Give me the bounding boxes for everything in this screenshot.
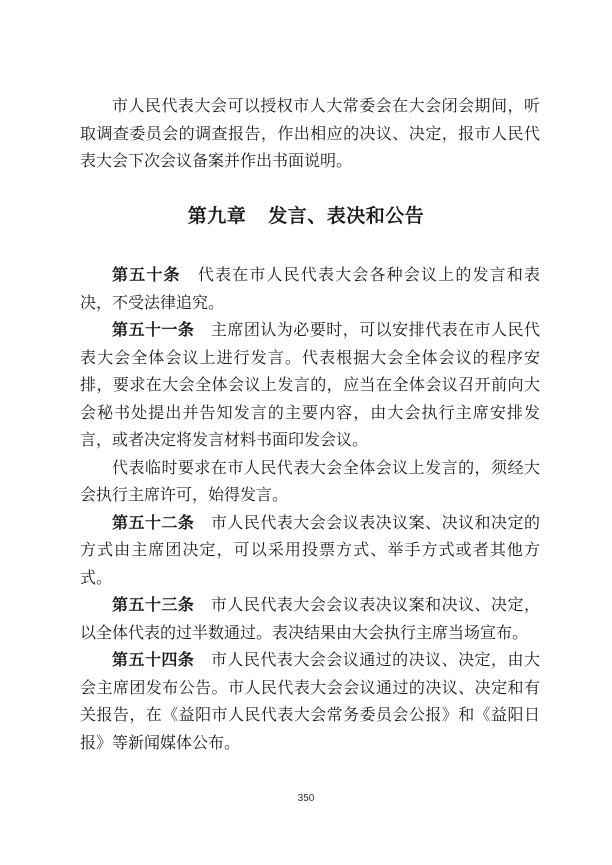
article-number: 第五十三条 bbox=[112, 595, 195, 614]
article-paragraph bbox=[80, 316, 540, 454]
articles-section bbox=[80, 261, 540, 756]
intro-paragraph: 市人民代表大会可以授权市人大常委会在大会闭会期间，听取调查委员会的调查报告，作出相应的决议、决定，报市人民代表大会下次会议备案并作出书面说明。 bbox=[80, 96, 540, 170]
article-number: 第五十条 bbox=[112, 265, 181, 284]
intro-section bbox=[80, 92, 540, 175]
article-number: 第五十一条 bbox=[112, 320, 195, 339]
chapter-title: 发言、表决和公告 bbox=[268, 205, 425, 227]
article-paragraph bbox=[80, 261, 540, 316]
article-text: 代表在市人民代表大会各种会议上的发言和表决，不受法律追究。 bbox=[80, 265, 540, 312]
article-number: 第五十二条 bbox=[112, 512, 195, 532]
article-text: 市人民代表大会会议表决议案、决议和决定的方式由主席团决定，可以采用投票方式、举手方式或者其他方式。 bbox=[80, 512, 540, 587]
article-number: 第五十四条 bbox=[112, 650, 195, 669]
article-text: 主席团认为必要时，可以安排代表在市人民代表大会全体会议上进行发言。代表根据大会全体会议的程序安排，要求在大会全体会议上发言的，应当在全体会议召开前向大会秘书处提出并告知发言的主要内容，由大会执行主席安排发言，或者决定将发言材料书面印发会议。 bbox=[80, 320, 540, 449]
chapter-heading bbox=[0, 201, 612, 228]
chapter-number: 第九章 bbox=[187, 205, 247, 227]
article-text: 代表临时要求在市人民代表大会全体会议上发言的，须经大会执行主席许可，始得发言。 bbox=[80, 457, 540, 504]
article-text: 市人民代表大会会议通过的决议、决定，由大会主席团发布公告。市人民代表大会会议通过的决议、决定和有关报告，在《益阳市人民代表大会常务委员会公报》和《益阳日报》等新闻媒体公布。 bbox=[80, 650, 540, 752]
article-paragraph bbox=[80, 591, 540, 646]
article-paragraph bbox=[80, 646, 540, 756]
article-paragraph bbox=[80, 509, 540, 592]
page-number: 350 bbox=[297, 793, 315, 804]
article-text: 市人民代表大会会议表决议案和决议、决定，以全体代表的过半数通过。表决结果由大会执行主席当场宣布。 bbox=[80, 595, 540, 642]
article-paragraph bbox=[80, 454, 540, 509]
